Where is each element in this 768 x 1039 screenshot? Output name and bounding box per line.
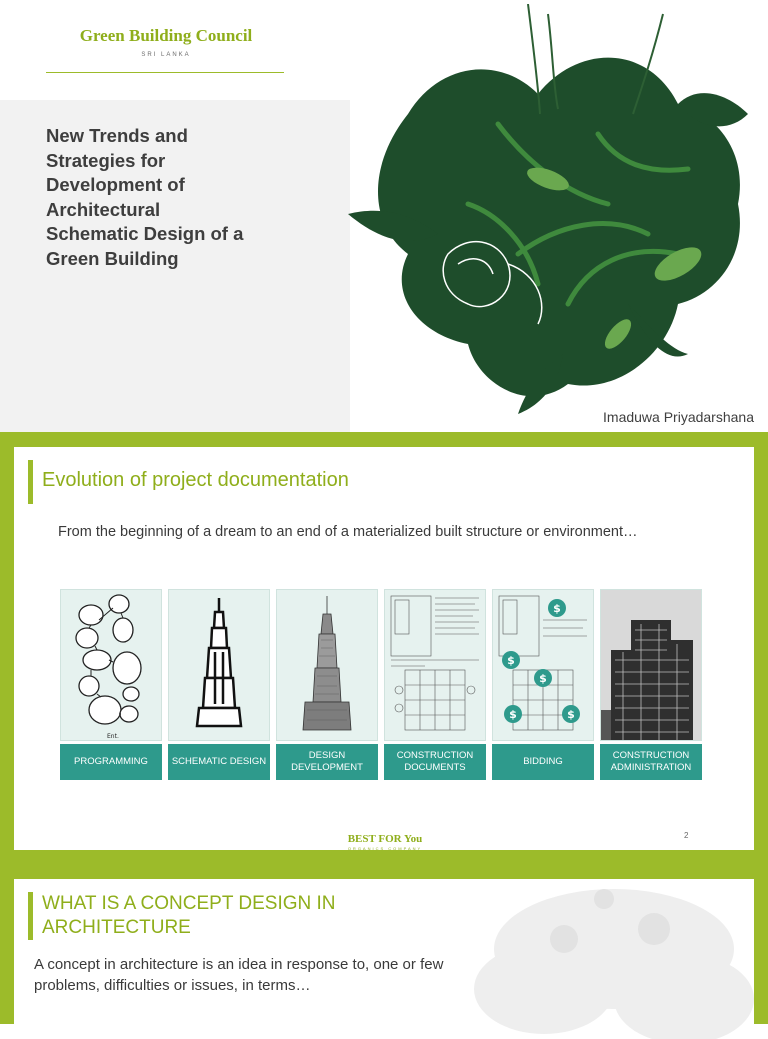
stage-construction-documents <box>384 589 486 779</box>
stage-schematic-design <box>168 589 270 779</box>
stage-label: CONSTRUCTION DOCUMENTS <box>384 744 486 780</box>
title-slide <box>0 0 768 432</box>
stage-programming <box>60 589 162 779</box>
brand-tagline: ORGANICS COMPANY <box>347 846 423 851</box>
tower-outline-icon <box>168 589 270 741</box>
brand-logo: BEST FOR You <box>347 833 423 845</box>
construction-photo-icon <box>600 589 702 741</box>
stage-label: CONSTRUCTION ADMINISTRATION <box>600 744 702 780</box>
slide-subtitle: From the beginning of a dream to an end of a materialized built structure or environment… <box>58 524 638 540</box>
org-logo-subtitle: SRI LANKA <box>141 52 191 58</box>
slide-title: Evolution of project documentation <box>28 460 349 504</box>
stage-label: BIDDING <box>492 744 594 780</box>
slide-content-area <box>14 447 754 850</box>
svg-text:$: $ <box>509 708 517 721</box>
tree-watermark-illustration <box>454 879 754 1039</box>
svg-text:$: $ <box>567 708 575 721</box>
stage-design-development <box>276 589 378 779</box>
concept-design-slide <box>0 864 768 1024</box>
leaf-splash-illustration <box>348 4 760 432</box>
svg-text:$: $ <box>553 602 561 615</box>
svg-text:$: $ <box>539 672 547 685</box>
blueprint-icon <box>384 589 486 741</box>
slide-content-area <box>14 879 754 1039</box>
svg-text:Ent.: Ent. <box>107 733 119 740</box>
bubble-diagram-icon <box>60 589 162 741</box>
stage-label: SCHEMATIC DESIGN <box>168 744 270 780</box>
tower-shaded-icon <box>276 589 378 741</box>
header-divider <box>46 72 284 73</box>
page-number: 2 <box>684 831 689 840</box>
org-logo-name: Green Building Council <box>79 26 253 45</box>
stage-label: PROGRAMMING <box>60 744 162 780</box>
presentation-title: New Trends and Strategies for Development of Architectural Schematic Design of a Green Building <box>46 125 244 269</box>
stage-bidding <box>492 589 594 779</box>
svg-text:$: $ <box>507 654 515 667</box>
slide-body-text: A concept in architecture is an idea in response to, one or few problems, difficulties or issues, in terms… <box>34 956 444 994</box>
stage-construction-administration <box>600 589 702 779</box>
documentation-slide <box>0 432 768 864</box>
stage-label: DESIGN DEVELOPMENT <box>276 744 378 780</box>
slide-title: WHAT IS A CONCEPT DESIGN IN ARCHITECTURE <box>28 892 422 940</box>
author-name: Imaduwa Priyadarshana <box>603 409 754 425</box>
blueprint-dollar-icon <box>492 589 594 741</box>
